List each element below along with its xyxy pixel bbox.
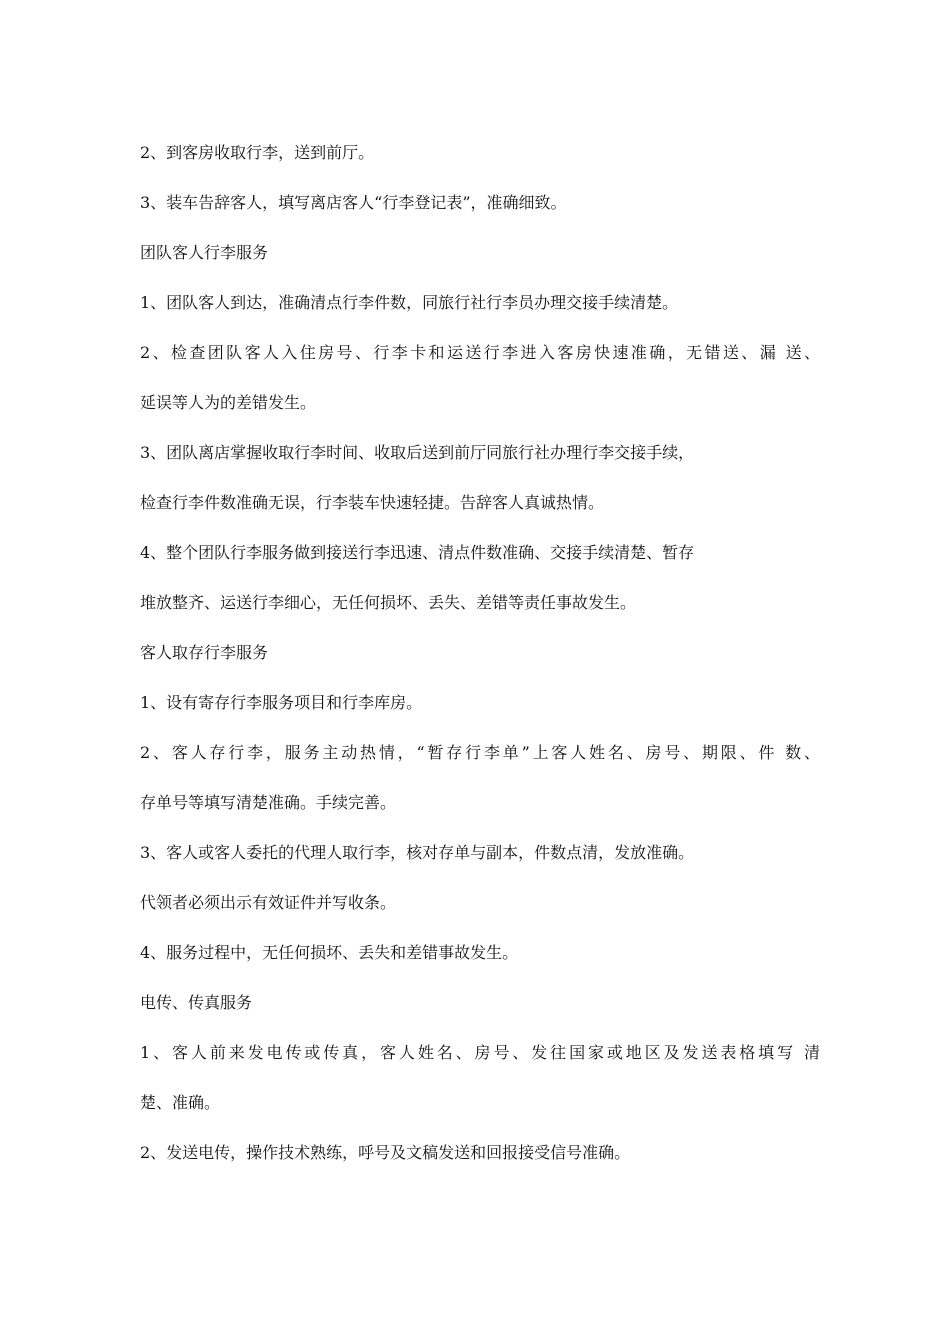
paragraph-line: 2、到客房收取行李，送到前厅。 — [140, 143, 375, 162]
paragraph-line: 1、团队客人到达，准确清点行李件数，同旅行社行李员办理交接手续清楚。 — [140, 293, 679, 312]
section-heading: 团队客人行李服务 — [140, 243, 269, 262]
paragraph-line: 楚、准确。 — [140, 1093, 221, 1112]
paragraph-line: 代领者必须出示有效证件并写收条。 — [140, 893, 397, 912]
paragraph-line: 3、团队离店掌握收取行李时间、收取后送到前厅同旅行社办理行李交接手续， — [140, 443, 695, 462]
paragraph-line: 4、服务过程中，无任何损坏、丢失和差错事故发生。 — [140, 943, 519, 962]
paragraph-line: 1、客人前来发电传或传真，客人姓名、房号、发往国家或地区及发送表格填写 清 — [140, 1043, 820, 1062]
paragraph-line: 4、整个团队行李服务做到接送行李迅速、清点件数准确、交接手续清楚、暂存 — [140, 543, 695, 562]
document-body — [140, 140, 820, 1190]
paragraph-line: 检查行李件数准确无误，行李装车快速轻捷。告辞客人真诚热情。 — [140, 493, 605, 512]
paragraph-line: 堆放整齐、运送行李细心，无任何损坏、丢失、差错等责任事故发生。 — [140, 593, 637, 612]
section-heading: 电传、传真服务 — [140, 993, 253, 1012]
section-heading: 客人取存行李服务 — [140, 643, 269, 662]
paragraph-line: 3、装车告辞客人，填写离店客人“行李登记表”，准确细致。 — [140, 193, 567, 212]
paragraph-line: 1、设有寄存行李服务项目和行李库房。 — [140, 693, 423, 712]
paragraph-line: 2、发送电传，操作技术熟练，呼号及文稿发送和回报接受信号准确。 — [140, 1143, 631, 1162]
paragraph-line: 2、检查团队客人入住房号、行李卡和运送行李进入客房快速准确，无错送、漏 送、 — [140, 343, 820, 362]
paragraph-line: 2、客人存行李，服务主动热情，“暂存行李单”上客人姓名、房号、期限、件 数、 — [140, 743, 820, 762]
paragraph-line: 3、客人或客人委托的代理人取行李，核对存单与副本，件数点清，发放准确。 — [140, 843, 695, 862]
paragraph-line: 存单号等填写清楚准确。手续完善。 — [140, 793, 397, 812]
paragraph-line: 延误等人为的差错发生。 — [140, 393, 317, 412]
